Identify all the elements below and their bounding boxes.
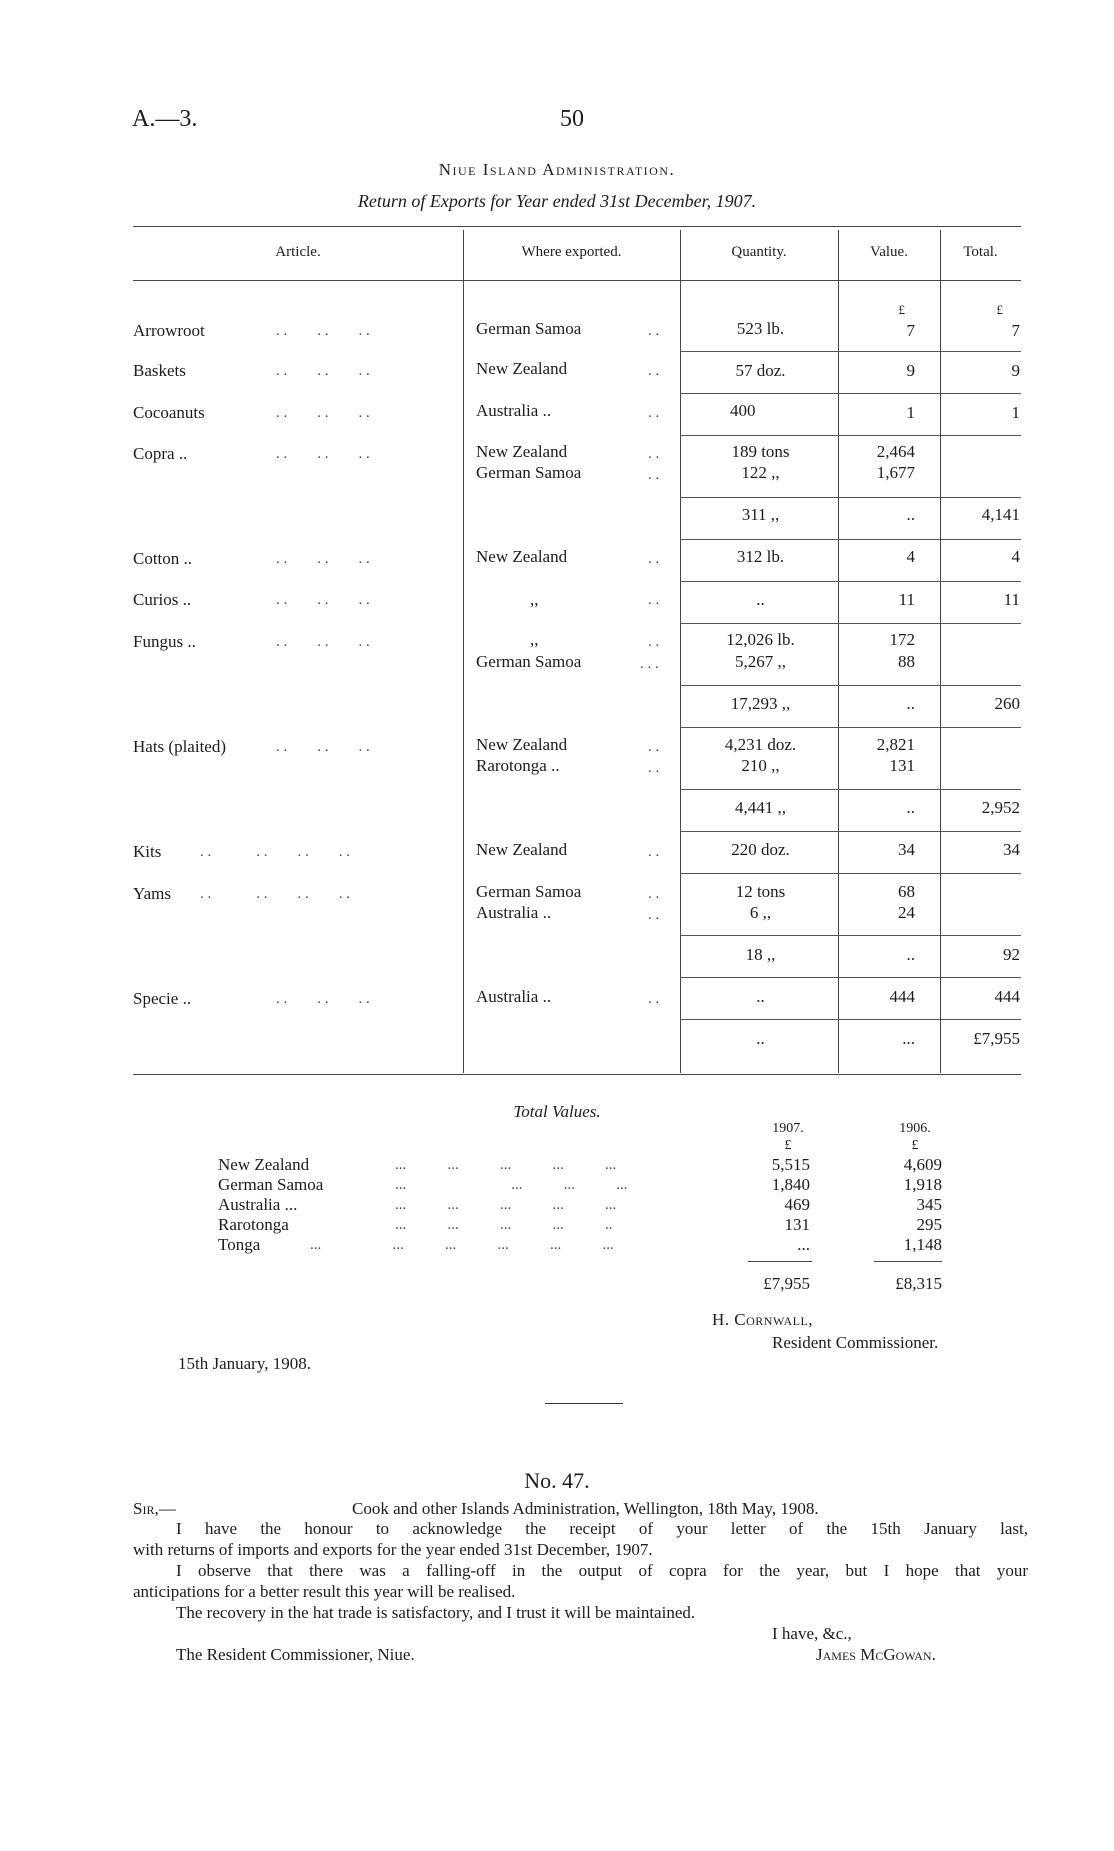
letter-number: No. 47. [524,1468,590,1493]
letter-paragraph-line: I observe that there was a falling-off in the output of copra for the year, but I hope that your [176,1561,1028,1580]
quantity-cell: 523 lb. [736,319,785,338]
destination-label: New Zealand [218,1155,310,1174]
year-header-1906: 1906. [899,1121,931,1136]
row-rule [680,581,1021,582]
column-header-total: Total. [963,244,998,260]
column-header-value: Value. [870,244,908,260]
year-header-1907: 1907. [772,1121,804,1136]
letter-signature: James McGowan. [816,1645,936,1664]
destination-label: Rarotonga [218,1215,289,1234]
value-cell: 24 [898,903,915,922]
leader-dots: . . . . . . [276,323,370,339]
leader-dots: . . [648,760,660,776]
leader-dots: . . . . . . [276,405,370,421]
total-cell: 9 [1011,361,1020,380]
leader-dots: . . [648,991,660,1007]
total-cell: 2,952 [981,798,1020,817]
grand-total-cell: £7,955 [973,1029,1020,1048]
quantity-cell: .. [756,1029,765,1048]
leader-dots: . . [648,405,660,421]
value-cell: 2,464 [876,442,915,461]
quantity-cell: 57 doz. [735,361,786,380]
column-header-quantity: Quantity. [731,244,787,260]
value-cell: 7 [906,321,915,340]
table-col-divider [838,230,839,1073]
leader-dots: . . [648,363,660,379]
article-cell: Copra .. [133,444,188,463]
value-cell: 88 [898,652,915,671]
column-header-article: Article. [275,244,321,260]
quantity-cell: 400 [730,401,756,420]
where-cell: German Samoa [476,882,582,901]
where-cell: New Zealand [476,840,568,859]
row-rule [680,685,1021,686]
total-cell: 260 [994,694,1020,713]
table-top-rule [133,226,1021,227]
quantity-cell: 311 ,, [741,505,780,524]
quantity-cell: 122 ,, [741,463,780,482]
total-1907: £7,955 [763,1274,810,1293]
value-cell: .. [906,505,915,524]
value-1906: 4,609 [903,1155,942,1174]
quantity-cell: 4,441 ,, [735,798,786,817]
quantity-cell: 5,267 ,, [735,652,786,671]
row-rule [680,789,1021,790]
total-cell: 34 [1003,840,1020,859]
row-rule [680,1019,1021,1020]
leader-dots: . . [648,446,660,462]
total-cell: 4,141 [981,505,1020,524]
value-cell: .. [906,945,915,964]
value-cell: .. [906,694,915,713]
where-cell: German Samoa [476,652,582,671]
value-cell: 9 [906,361,915,380]
where-cell: German Samoa [476,463,582,482]
quantity-cell: .. [756,590,765,609]
leader-dots: ... ... ... ... ... [395,1157,617,1173]
total-cell: 11 [1003,590,1020,609]
letter-closing: I have, &c., [772,1624,852,1643]
quantity-cell: 12 tons [735,882,786,901]
table-col-divider [680,230,681,1073]
leader-dots: . . [648,467,660,483]
total-cell: 7 [1011,321,1020,340]
article-cell: Cocoanuts [133,403,205,422]
leader-dots: ... ... ... ... ... ... [310,1237,614,1253]
leader-dots: ... ... ... ... [395,1177,628,1193]
where-cell: Australia .. [476,987,552,1006]
where-cell: Australia .. [476,401,552,420]
row-rule [680,497,1021,498]
quantity-cell: 312 lb. [736,547,785,566]
letter-paragraph-line: with returns of imports and exports for the year ended 31st December, 1907. [133,1540,653,1559]
letter-paragraph-line: I have the honour to acknowledge the receipt of your letter of the 15th January last, [176,1519,1028,1538]
quantity-cell: 17,293 ,, [730,694,791,713]
row-rule [680,831,1021,832]
where-cell: German Samoa [476,319,582,338]
leader-dots: . . [648,551,660,567]
quantity-cell: 6 ,, [749,903,772,922]
signature-name: H. Cornwall, [712,1310,814,1329]
row-rule [680,873,1021,874]
value-1907: 1,840 [771,1175,810,1194]
total-currency-symbol: £ [996,302,1003,317]
total-rule-1906 [874,1261,942,1262]
letter-paragraph-line: anticipations for a better result this year will be realised. [133,1582,516,1601]
leader-dots: . . . . . . [276,363,370,379]
document-title: Niue Island Administration. [438,160,676,179]
destination-label: Australia ... [218,1195,298,1214]
value-cell: .. [906,798,915,817]
article-cell: Fungus .. [133,632,196,651]
value-cell: 11 [898,590,915,609]
document-subtitle: Return of Exports for Year ended 31st December, 1907. [357,191,757,211]
where-cell: New Zealand [476,547,568,566]
value-1906: 1,148 [903,1235,942,1254]
row-rule [680,623,1021,624]
leader-dots: ... ... ... ... ... [395,1197,617,1213]
quantity-cell: 18 ,, [745,945,776,964]
where-cell: New Zealand [476,735,568,754]
currency-1907: £ [784,1138,792,1153]
destination-label: German Samoa [218,1175,324,1194]
total-cell: 444 [994,987,1020,1006]
value-cell: 2,821 [876,735,915,754]
value-1907: 469 [784,1195,810,1214]
value-cell: ... [902,1029,915,1048]
row-rule [680,539,1021,540]
page-number: 50 [560,106,584,132]
total-1906: £8,315 [895,1274,942,1293]
where-cell: ,, [530,630,539,649]
quantity-cell: 4,231 doz. [724,735,797,754]
leader-dots: . . . . . . [276,446,370,462]
table-header-rule [133,280,1021,281]
total-rule-1907 [748,1261,812,1262]
letter-paragraph-line: The recovery in the hat trade is satisfactory, and I trust it will be maintained. [176,1603,696,1622]
leader-dots: . . [648,739,660,755]
leader-dots: . . . . . . [276,991,370,1007]
row-rule [680,393,1021,394]
article-cell: Yams [133,884,171,903]
where-cell: ,, [530,590,539,609]
row-rule [680,935,1021,936]
leader-dots: . . . [640,656,659,672]
leader-dots: . . . . . . . . [200,844,350,860]
total-cell: 4 [1011,547,1020,566]
article-cell: Hats (plaited) [133,737,226,756]
value-1906: 345 [916,1195,942,1214]
value-cell: 131 [889,756,915,775]
row-rule [680,977,1021,978]
where-cell: Australia .. [476,903,552,922]
value-1907: 131 [784,1215,810,1234]
value-1906: 1,918 [903,1175,942,1194]
leader-dots: . . . . . . [276,551,370,567]
total-cell: 92 [1003,945,1020,964]
quantity-cell: 189 tons [731,442,790,461]
letter-addressee: The Resident Commissioner, Niue. [176,1645,415,1664]
section-divider [545,1403,623,1404]
value-cell: 34 [898,840,915,859]
where-cell: Rarotonga .. [476,756,560,775]
value-currency-symbol: £ [898,302,905,317]
article-cell: Curios .. [133,590,192,609]
value-cell: 1 [906,403,915,422]
value-cell: 1,677 [876,463,915,482]
article-cell: Specie .. [133,989,192,1008]
value-1907: 5,515 [771,1155,810,1174]
value-cell: 172 [889,630,915,649]
article-cell: Baskets [133,361,186,380]
leader-dots: . . . . . . [276,634,370,650]
table-col-divider [940,230,941,1073]
row-rule [680,435,1021,436]
article-cell: Kits [133,842,162,861]
leader-dots: . . [648,886,660,902]
article-cell: Cotton .. [133,549,193,568]
leader-dots: ... ... ... ... .. [395,1217,613,1233]
leader-dots: . . . . . . [276,592,370,608]
quantity-cell: 210 ,, [741,756,780,775]
quantity-cell: 12,026 lb. [726,630,795,649]
quantity-cell: 220 doz. [731,840,790,859]
where-cell: New Zealand [476,442,568,461]
total-values-title: Total Values. [513,1102,601,1121]
report-date: 15th January, 1908. [178,1354,311,1373]
leader-dots: . . [648,634,660,650]
where-cell: New Zealand [476,359,568,378]
leader-dots: . . [648,907,660,923]
leader-dots: . . [648,844,660,860]
value-cell: 68 [898,882,915,901]
value-cell: 4 [906,547,915,566]
letter-heading: Cook and other Islands Administration, Wellington, 18th May, 1908. [352,1499,819,1518]
value-1906: 295 [916,1215,942,1234]
currency-1906: £ [911,1138,919,1153]
value-cell: 444 [889,987,915,1006]
letter-salutation: Sir,— [133,1499,176,1518]
article-cell: Arrowroot [133,321,205,340]
quantity-cell: .. [756,987,765,1006]
row-rule [680,727,1021,728]
column-header-where: Where exported. [521,244,622,260]
signature-title: Resident Commissioner. [772,1333,939,1352]
table-bottom-rule [133,1074,1021,1075]
row-rule [680,351,1021,352]
leader-dots: . . . . . . . . [200,886,350,902]
destination-label: Tonga [218,1235,261,1254]
value-1907: ... [797,1235,810,1254]
table-col-divider [463,230,464,1073]
total-cell: 1 [1011,403,1020,422]
document-reference: A.—3. [132,106,198,132]
leader-dots: . . [648,592,660,608]
leader-dots: . . . . . . [276,739,370,755]
leader-dots: . . [648,323,660,339]
